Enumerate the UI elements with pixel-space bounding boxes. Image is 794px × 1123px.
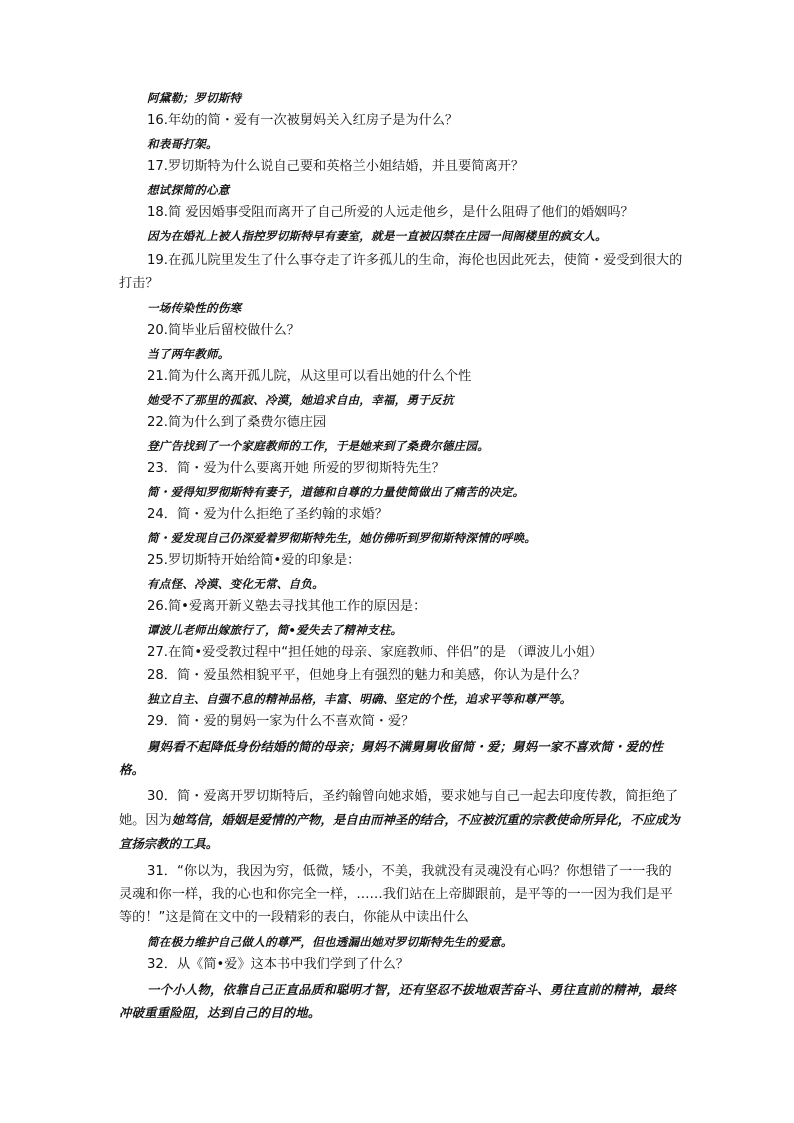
answer-21: 她受不了那里的孤寂、冷漠，她追求自由，幸福，勇于反抗 — [147, 393, 454, 407]
answer-23: 简・爱得知罗彻斯特有妻子，道德和自尊的力量使简做出了痛苦的决定。 — [147, 485, 525, 499]
question-20: 20.简毕业后留校做什么？ — [147, 323, 300, 338]
question-30-answer: 她笃信，婚姻是爱情的产物，是自由而神圣的结合，不应被沉重的宗教使命所异化，不应成为宣扬宗教的工具。 — [119, 812, 680, 851]
answer-19: 一场传染性的伤寒 — [147, 301, 242, 315]
question-26: 26.简•爱离开新义塾去寻找其他工作的原因是： — [147, 599, 427, 614]
question-27: 27.在简•爱受教过程中“担任她的母亲、家庭教师、伴侣”的是 （谭波儿小姐） — [147, 645, 603, 660]
answer-22: 登广告找到了一个家庭教师的工作，于是她来到了桑费尔德庄园。 — [147, 439, 490, 453]
answer-31: 简在极力维护自己做人的尊严，但也透漏出她对罗切斯特先生的爱意。 — [147, 935, 513, 949]
question-25: 25.罗切斯特开始给简•爱的印象是： — [147, 553, 361, 568]
question-21: 21.简为什么离开孤儿院，从这里可以看出她的什么个性 — [147, 369, 472, 384]
question-24: 24．简・爱为什么拒绝了圣约翰的求婚？ — [147, 507, 388, 522]
question-16: 16.年幼的简・爱有一次被舅妈关入红房子是为什么？ — [147, 113, 459, 128]
question-30 — [119, 785, 684, 856]
question-17: 17.罗切斯特为什么说自己要和英格兰小姐结婚，并且要简离开？ — [147, 159, 525, 174]
answer-28: 独立自主、自强不息的精神品格，丰富、明确、坚定的个性，追求平等和尊严等。 — [147, 692, 572, 706]
answer-32: 一个小人物，依靠自己正直品质和聪明才智，还有坚忍不拔地艰苦奋斗、勇往直前的精神，最终冲破重重险阻，达到自己的目的地。 — [119, 982, 676, 1020]
question-18: 18.简 爱因婚事受阻而离开了自己所爱的人远走他乡，是什么阻碍了他们的婚姻吗？ — [147, 205, 634, 220]
question-22: 22.简为什么到了桑费尔德庄园 — [147, 415, 327, 430]
qa-content — [119, 88, 684, 1024]
answer-15: 阿黛勒；罗切斯特 — [147, 91, 242, 105]
answer-20: 当了两年教师。 — [147, 347, 230, 361]
question-29: 29．简・爱的舅妈一家为什么不喜欢简・爱？ — [147, 714, 415, 729]
question-23: 23．简・爱为什么要离开她 所爱的罗彻斯特先生？ — [147, 461, 445, 476]
answer-16: 和表哥打架。 — [147, 137, 218, 151]
question-19: 19.在孤儿院里发生了什么事夺走了许多孤儿的生命，海伦也因此死去，使简・爱受到很大的打击？ — [119, 253, 683, 291]
question-31: 31．“你以为，我因为穷，低微，矮小，不美，我就没有灵魂没有心吗？你想错了一一我的灵魂和你一样，我的心也和你完全一样，……我们站在上帝脚跟前，是平等的一一因为我们是平等的！”这是简在文中的一段精彩的表白，你能从中读出什么 — [119, 864, 673, 925]
answer-18: 因为在婚礼上被人指控罗切斯特早有妻室，就是一直被囚禁在庄园一间阁楼里的疯女人。 — [147, 229, 607, 243]
answer-17: 想试探简的心意 — [147, 183, 230, 197]
answer-25: 有点怪、冷漠、变化无常、自负。 — [147, 577, 324, 591]
answer-26: 谭波儿老师出嫁旅行了，简•爱失去了精神支柱。 — [147, 623, 403, 637]
answer-29: 舅妈看不起降低身份结婚的简的母亲；舅妈不满舅舅收留简・爱；舅妈一家不喜欢简・爱的性格。 — [119, 739, 664, 777]
answer-24: 简・爱发现自己仍深爱着罗彻斯特先生，她仿佛听到罗彻斯特深情的呼唤。 — [147, 531, 537, 545]
question-32: 32．从《简•爱》这本书中我们学到了什么？ — [147, 957, 409, 972]
question-30-text: 30．简・爱离开罗切斯特后，圣约翰曾向她求婚，要求她与自己一起去印度传教，简拒绝了她。因为 — [119, 789, 679, 828]
question-28: 28．简・爱虽然相貌平平，但她身上有强烈的魅力和美感，你认为是什么？ — [147, 668, 586, 683]
